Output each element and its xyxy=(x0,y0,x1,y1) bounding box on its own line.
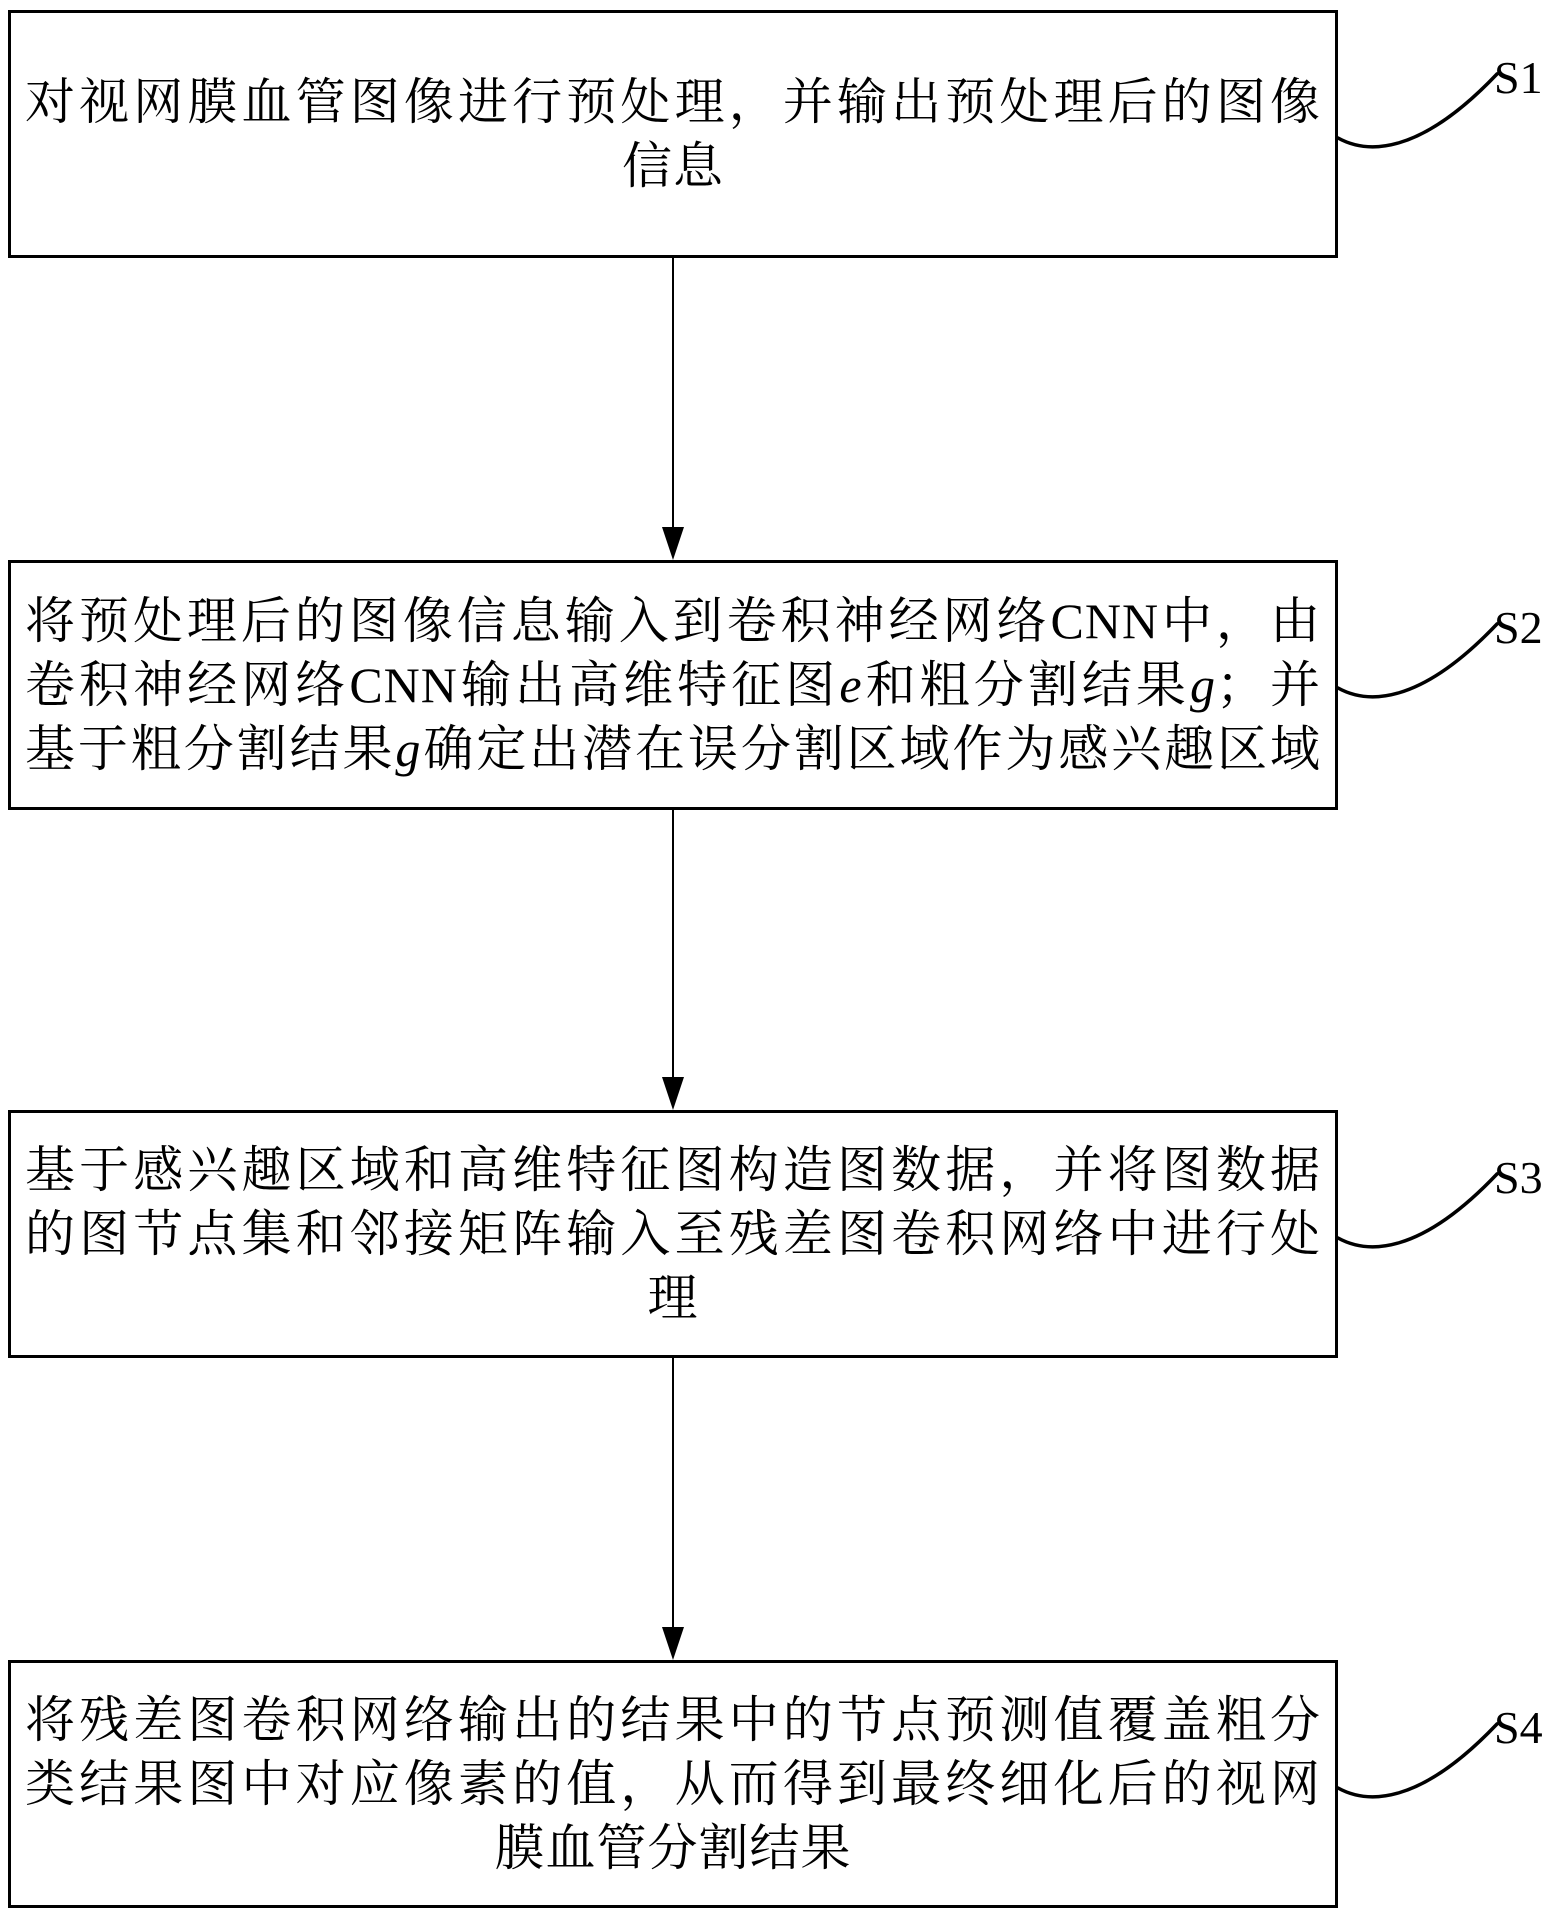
step-3-text: 基于感兴趣区域和高维特征图构造图数据，并将图数据 xyxy=(25,1142,1321,1198)
step-2-text: 基于粗分割结果 xyxy=(25,721,396,777)
variable-g: g xyxy=(1189,657,1216,713)
arrow-shaft xyxy=(672,810,674,1077)
step-2-text-line-1 xyxy=(25,589,1321,653)
step-4-text-line-2 xyxy=(25,1752,1321,1816)
flowchart-step-box-1 xyxy=(8,10,1338,258)
step-2-text: 和粗分割结果 xyxy=(862,657,1190,713)
step-4-text-line-1 xyxy=(25,1688,1321,1752)
step-label-s2: S2 xyxy=(1494,602,1543,653)
variable-g: g xyxy=(395,721,422,777)
arrow-shaft xyxy=(672,1357,674,1627)
flow-arrow-3 xyxy=(661,1357,685,1660)
flowchart-step-box-2 xyxy=(8,560,1338,810)
leader-curve-s3 xyxy=(1337,1156,1505,1268)
arrowhead-down-icon xyxy=(662,527,684,560)
step-2-text: 确定出潜在误分割区域作为感兴趣区域 xyxy=(421,721,1322,777)
leader-curve-s4 xyxy=(1337,1706,1505,1818)
step-3-text: 理 xyxy=(647,1270,699,1326)
arrowhead-down-icon xyxy=(662,1077,684,1110)
step-2-text-line-3 xyxy=(25,717,1321,781)
step-2-text-line-2 xyxy=(25,653,1321,717)
step-1-text: 信息 xyxy=(622,138,724,194)
flowchart-step-box-4 xyxy=(8,1660,1338,1908)
step-2-text: 将预处理后的图像信息输入到卷积神经网络CNN中，由 xyxy=(25,593,1321,649)
arrowhead-down-icon xyxy=(662,1627,684,1660)
step-label-s1: S1 xyxy=(1494,52,1543,103)
step-1-text-line-1 xyxy=(25,70,1321,134)
variable-e: e xyxy=(839,657,863,713)
step-4-text: 类结果图中对应像素的值，从而得到最终细化后的视网 xyxy=(25,1756,1321,1812)
step-3-text: 的图节点集和邻接矩阵输入至残差图卷积网络中进行处 xyxy=(25,1206,1321,1262)
step-2-text: 卷积神经网络CNN输出高维特征图 xyxy=(25,657,840,713)
leader-curve-s2 xyxy=(1337,606,1505,718)
flow-arrow-1 xyxy=(661,258,685,560)
leader-curve-s1 xyxy=(1337,56,1505,168)
step-label-s4: S4 xyxy=(1494,1702,1543,1753)
step-3-text-line-2 xyxy=(25,1202,1321,1266)
step-label-s3: S3 xyxy=(1494,1152,1543,1203)
step-4-text: 膜血管分割结果 xyxy=(494,1820,852,1876)
arrow-shaft xyxy=(672,258,674,527)
flow-arrow-2 xyxy=(661,810,685,1110)
step-4-text-line-3 xyxy=(25,1816,1321,1880)
step-4-text: 将残差图卷积网络输出的结果中的节点预测值覆盖粗分 xyxy=(25,1692,1321,1748)
step-1-text-line-2 xyxy=(25,134,1321,198)
step-3-text-line-1 xyxy=(25,1138,1321,1202)
step-3-text-line-3 xyxy=(25,1266,1321,1330)
step-2-text: ；并 xyxy=(1215,657,1321,713)
step-1-text: 对视网膜血管图像进行预处理，并输出预处理后的图像 xyxy=(25,74,1321,130)
flowchart-step-box-3 xyxy=(8,1110,1338,1358)
